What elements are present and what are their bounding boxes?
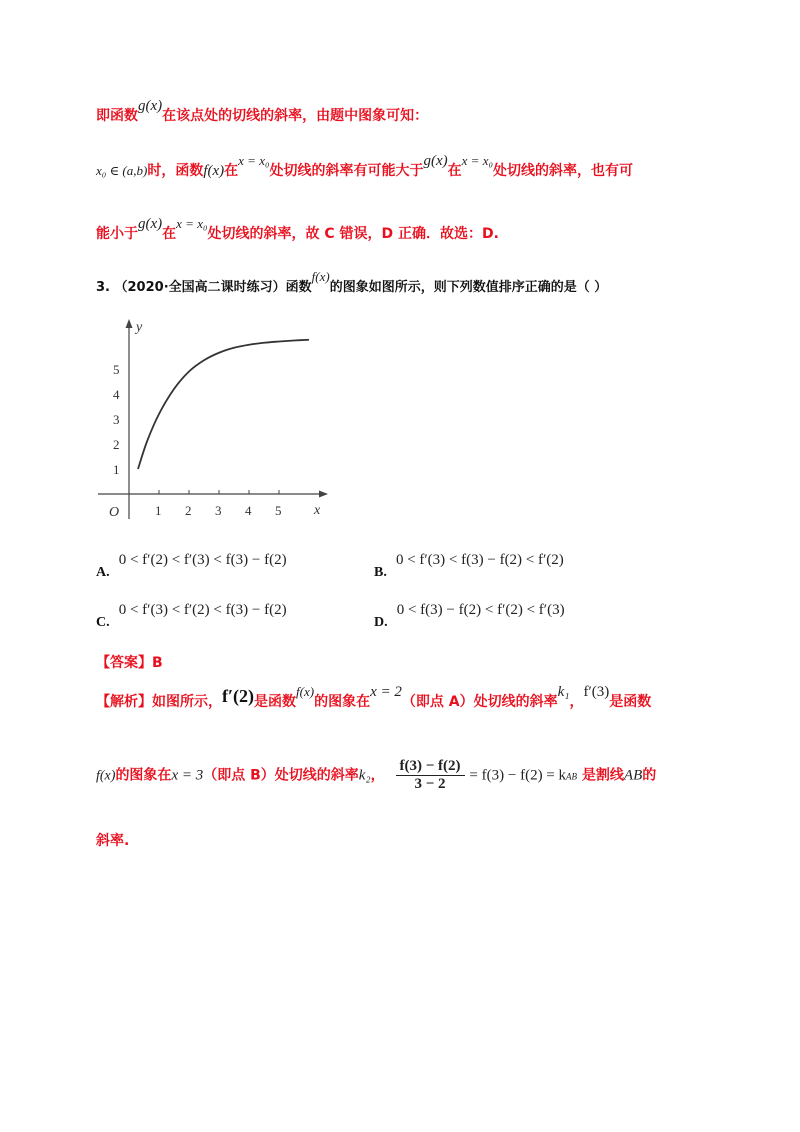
line2-t3: 处切线的斜率有可能大于 — [269, 163, 424, 179]
x-tick-label-1: 1 — [155, 503, 162, 518]
answer-tag: 【答案】B — [96, 655, 163, 671]
answer-line — [96, 652, 163, 672]
math-fprime-3: f′(3) — [583, 684, 610, 700]
text-line-1 — [96, 98, 429, 125]
math-fx-a: f(x) — [296, 684, 315, 699]
question-3 — [96, 269, 608, 295]
analysis-t3: （即点 A）处切线的斜率 — [401, 694, 558, 710]
y-tick-label-1: 1 — [113, 462, 120, 477]
x-tick-label-2: 2 — [185, 503, 192, 518]
analysis-line-2 — [96, 758, 656, 793]
math-fx-q: f(x) — [311, 269, 330, 284]
line2-t2: 在 — [224, 163, 239, 179]
option-d-label: D. — [374, 615, 388, 630]
analysis-line-3 — [96, 830, 129, 850]
line2-t1: 时，函数 — [147, 163, 204, 179]
question-number: 3. — [96, 280, 110, 295]
line2-t5: 处切线的斜率，也有可 — [493, 163, 633, 179]
y-tick-label-4: 4 — [113, 387, 120, 402]
y-tick-label-2: 2 — [113, 437, 120, 452]
y-tick-label-5: 5 — [113, 362, 120, 377]
math-fraction — [396, 758, 465, 793]
question-text: 的图象如图所示，则下列数值排序正确的是（ ） — [329, 280, 608, 295]
line2-t4: 在 — [447, 163, 462, 179]
graph-ticks — [113, 362, 282, 518]
y-axis-arrow — [126, 319, 133, 328]
line3-t2: 在 — [162, 226, 177, 242]
line3-t3: 处切线的斜率，故 C 错误，D 正确．故选：D. — [207, 226, 499, 242]
option-d[interactable] — [374, 599, 565, 630]
option-b[interactable] — [374, 549, 564, 580]
option-b-label: B. — [374, 565, 387, 580]
x-axis-arrow — [319, 491, 328, 498]
x-tick-label-4: 4 — [245, 503, 252, 518]
math-g-x: g(x) — [138, 98, 163, 114]
function-graph — [92, 312, 352, 524]
math-fprime-2: f′(2) — [222, 686, 255, 706]
curve-f-x — [138, 340, 309, 469]
option-c[interactable] — [96, 599, 287, 630]
option-c-expr: 0 < f′(3) < f′(2) < f(3) − f(2) — [118, 602, 287, 618]
math-x-eq-1: x = x₀ — [238, 153, 270, 168]
analysis-t4: ， — [569, 694, 584, 710]
y-tick-label-3: 3 — [113, 412, 120, 427]
fraction-numerator: f(3) − f(2) — [396, 758, 465, 776]
math-gx: g(x) — [423, 153, 448, 169]
analysis-t2: 的图象在 — [314, 694, 371, 710]
origin-label: O — [109, 505, 120, 520]
math-k1: k₁ — [557, 684, 570, 700]
analysis-l3: 斜率. — [96, 833, 130, 849]
math-x-eq-2: x = x₀ — [461, 153, 493, 168]
x-tick-label-5: 5 — [275, 503, 282, 518]
line1-prefix: 即函数 — [96, 108, 138, 124]
option-b-expr: 0 < f′(3) < f(3) − f(2) < f′(2) — [395, 552, 564, 568]
math-fraction-rest: = f(3) − f(2) = k — [469, 767, 567, 784]
line1-suffix: 在该点处的切线的斜率，由题中图象可知： — [162, 108, 429, 124]
option-c-label: C. — [96, 615, 110, 630]
analysis-l2-t4: 是割线 — [581, 767, 624, 784]
option-d-expr: 0 < f(3) − f(2) < f′(2) < f′(3) — [396, 602, 565, 618]
math-fx-b: f(x) — [96, 768, 116, 784]
math-x-eq-2a: x = 2 — [370, 684, 402, 700]
option-a-label: A. — [96, 565, 110, 580]
y-axis-label: y — [136, 320, 143, 335]
x-axis-label: x — [314, 503, 321, 518]
math-x-eq-3a: x = 3 — [171, 767, 204, 784]
x-tick-label-3: 3 — [215, 503, 222, 518]
math-k2: k₂ — [358, 767, 371, 784]
analysis-line-1 — [96, 684, 652, 711]
math-sub-ab: AB — [566, 771, 578, 782]
graph-curve — [138, 340, 309, 469]
text-line-3 — [96, 216, 499, 243]
line3-t1: 能小于 — [96, 226, 138, 242]
graph-axes — [98, 319, 328, 520]
analysis-l2-t2: （即点 B）处切线的斜率 — [203, 767, 359, 784]
analysis-l2-t5: 的 — [642, 767, 657, 784]
analysis-l2-t1: 的图象在 — [115, 767, 172, 784]
analysis-l2-t3: ， — [370, 767, 385, 784]
math-x0-in: x₀ ∈ (a,b) — [96, 163, 148, 178]
option-a[interactable] — [96, 549, 287, 580]
analysis-t1: 是函数 — [254, 694, 297, 710]
option-a-expr: 0 < f′(2) < f′(3) < f(3) − f(2) — [118, 552, 287, 568]
math-ab: AB — [623, 767, 643, 784]
analysis-t5: 是函数 — [609, 694, 652, 710]
math-x-eq-3: x = x₀ — [176, 216, 208, 231]
fraction-denominator: 3 − 2 — [414, 776, 446, 792]
text-line-2 — [96, 153, 633, 180]
analysis-tag: 【解析】如图所示， — [96, 694, 222, 710]
math-gx-2: g(x) — [138, 216, 163, 232]
math-fx: f(x) — [203, 163, 225, 179]
question-source: （2020·全国高二课时练习）函数 — [114, 280, 312, 295]
